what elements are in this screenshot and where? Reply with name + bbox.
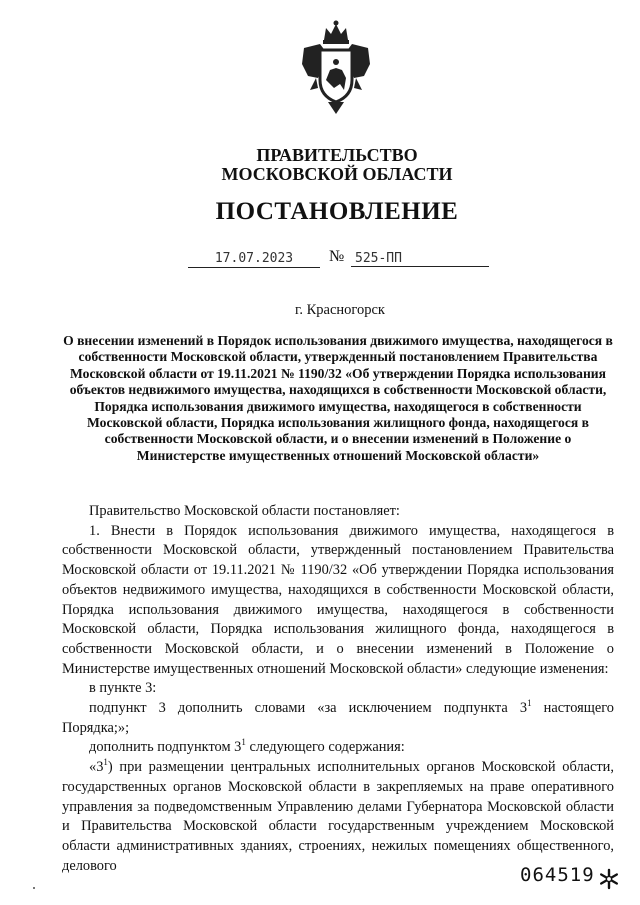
document-number: 525-ПП — [351, 250, 489, 267]
in-point-3: в пункте 3: — [89, 680, 157, 697]
document-subject: О внесении изменений в Порядок использования движимого имущества, находящегося в собственности Московской области, утвержденный постановлением Правительства Московской области от 19.11.2021 № 1190/32 «Об утверждении Порядка использования объектов недвижимого имущества, находящихся в собственности Московской области, Порядка использования движимого имущества, находящегося в собственности Московской области, Порядка использования жилищного фонда, находящегося в собственности Московской области, и о внесении изменений в Положение о Министерстве имущественных отношений Московской области» — [63, 333, 613, 463]
quote-sup: 1 — [103, 757, 108, 768]
item-1: 1. Внести в Порядок использования движимого имущества, находящегося в собственности Московской области, утвержденный постановлением Правительства Московской области от 19.11.2021 № 1190/32 «Об утверждении Порядка использования объектов недвижимого имущества, находящихся в собственности Московской области, Порядка использования движимого имущества, находящегося в собственности Московской области, Порядка использования жилищного фонда, находящегося в собственности Московской области, и о внесении изменений в Положение о Министерстве имущественных отношений Московской области» следующие изменения: — [62, 522, 614, 677]
government-title-line2: МОСКОВСКОЙ ОБЛАСТИ — [221, 164, 453, 184]
coat-of-arms-icon — [296, 18, 376, 118]
subpoint-3-amendment — [62, 699, 614, 738]
quote-text: ) при размещении центральных исполнительных органов Московской области, государственных органов Московской области в закрепляемых на праве оперативного управления за подведомственным Управлению делами Губернатора Московской области и Правительства Московской области государственным учреждением Московской области административных зданиях, строениях, нежилых помещениях общественного, делового — [62, 759, 614, 874]
subpoint-sup: 1 — [527, 698, 532, 709]
subpoint-text-end: настоящего Порядка;»; — [62, 700, 614, 736]
number-sign: № — [329, 248, 345, 265]
document-date: 17.07.2023 — [188, 250, 320, 268]
add-subpoint — [62, 738, 614, 758]
new-subpoint-text — [62, 758, 614, 876]
subpoint-text: подпункт 3 дополнить словами «за исключением подпункта 3 — [89, 700, 528, 717]
asterisk-mark-icon — [598, 868, 620, 890]
city: г. Красногорск — [295, 302, 385, 318]
document-type: ПОСТАНОВЛЕНИЕ — [215, 198, 459, 225]
government-title-line1: ПРАВИТЕЛЬСТВО — [256, 145, 418, 165]
document-id: 064519 — [520, 864, 595, 886]
quote-open: «3 — [89, 759, 104, 776]
add-text: дополнить подпунктом 3 — [89, 739, 242, 756]
add-sup: 1 — [241, 737, 246, 748]
add-text-end: следующего содержания: — [245, 739, 405, 756]
scan-speck — [33, 887, 35, 889]
document-body — [62, 502, 614, 876]
preamble: Правительство Московской области постановляет: — [89, 503, 400, 519]
